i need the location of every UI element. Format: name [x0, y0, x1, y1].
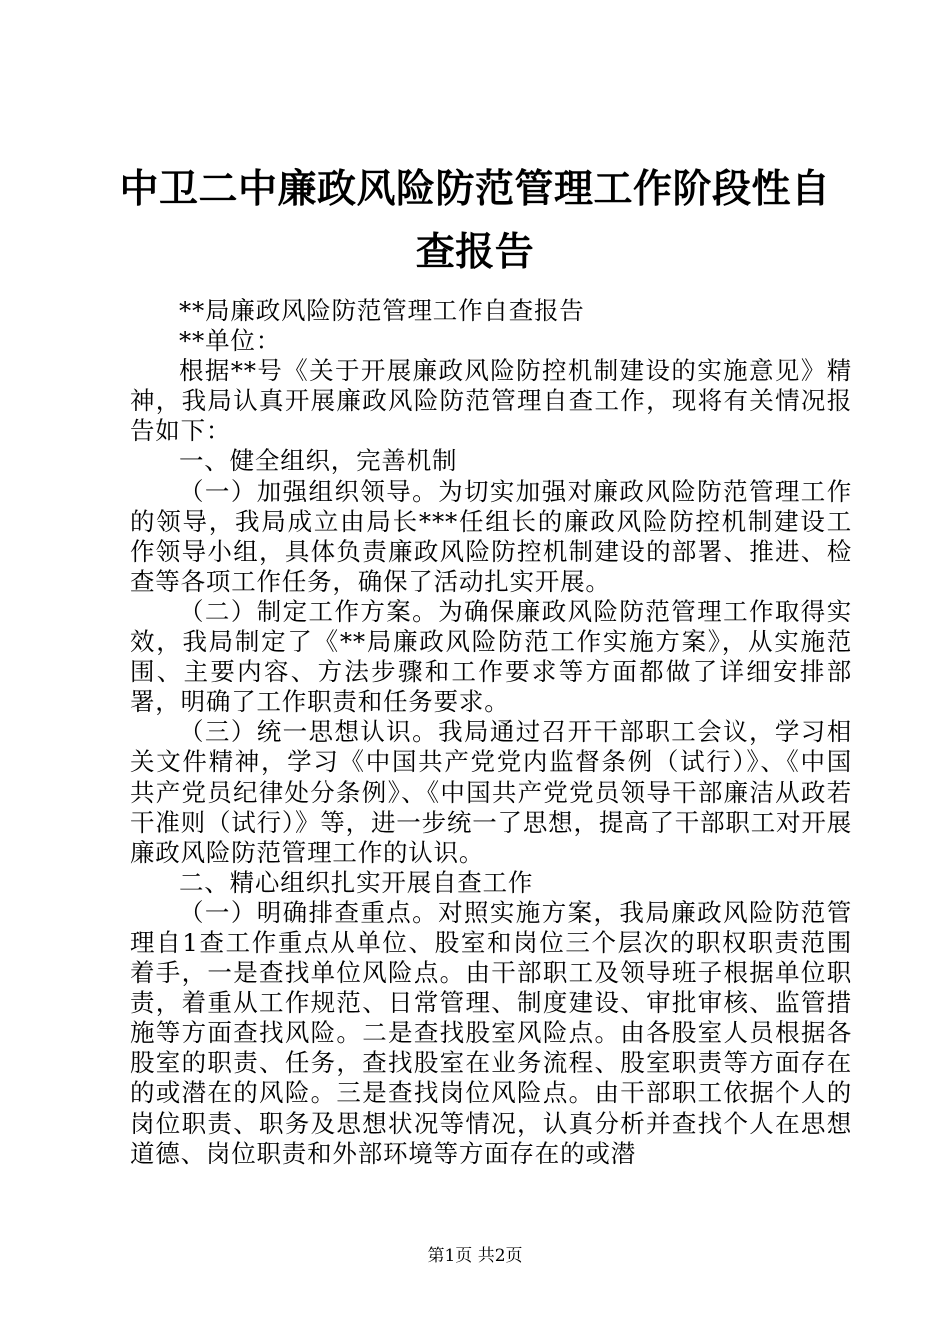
body-paragraph: 根据**号《关于开展廉政风险防控机制建设的实施意见》精神，我局认真开展廉政风险防范管理自查工作，现将有关情况报告如下：: [130, 356, 852, 446]
body-paragraph: （一）加强组织领导。为切实加强对廉政风险防范管理工作的领导，我局成立由局长***任组长的廉政风险防控机制建设工作领导小组，具体负责廉政风险防控机制建设的部署、推进、检查等各项工作任务，确保了活动扎实开展。: [130, 476, 852, 596]
document-title: 中卫二中廉政风险防范管理工作阶段性自查报告: [119, 166, 831, 275]
body-paragraph: （三）统一思想认识。我局通过召开干部职工会议，学习相关文件精神，学习《中国共产党党内监督条例（试行）》、《中国共产党员纪律处分条例》、《中国共产党党员领导干部廉洁从政若干准则（试行）》等，进一步统一了思想，提高了干部职工对开展廉政风险防范管理工作的认识。: [130, 717, 852, 867]
body-paragraph: （一）明确排查重点。对照实施方案，我局廉政风险防范管理自1查工作重点从单位、股室和岗位三个层次的职权职责范围着手，一是查找单位风险点。由干部职工及领导班子根据单位职责，着重从工作规范、日常管理、制度建设、审批审核、监管措施等方面查找风险。二是查找股室风险点。由各股室人员根据各股室的职责、任务，查找股室在业务流程、股室职责等方面存在的或潜在的风险。三是查找岗位风险点。由干部职工依据个人的岗位职责、职务及思想状况等情况，认真分析并查找个人在思想道德、岗位职责和外部环境等方面存在的或潜: [130, 897, 853, 1168]
section-heading: 二、精心组织扎实开展自查工作: [179, 867, 534, 897]
body-paragraph: （二）制定工作方案。为确保廉政风险防范管理工作取得实效，我局制定了《**局廉政风险防范工作实施方案》，从实施范围、主要内容、方法步骤和工作要求等方面都做了详细安排部署，明确了工作职责和任务要求。: [130, 596, 852, 717]
addressee-line: **单位：: [179, 326, 281, 356]
report-subtitle: **局廉政风险防范管理工作自查报告: [179, 296, 585, 325]
document-body: [130, 296, 852, 1169]
page-footer: 第1页 共2页: [427, 1246, 523, 1266]
section-heading: 一、健全组织，完善机制: [179, 446, 458, 476]
